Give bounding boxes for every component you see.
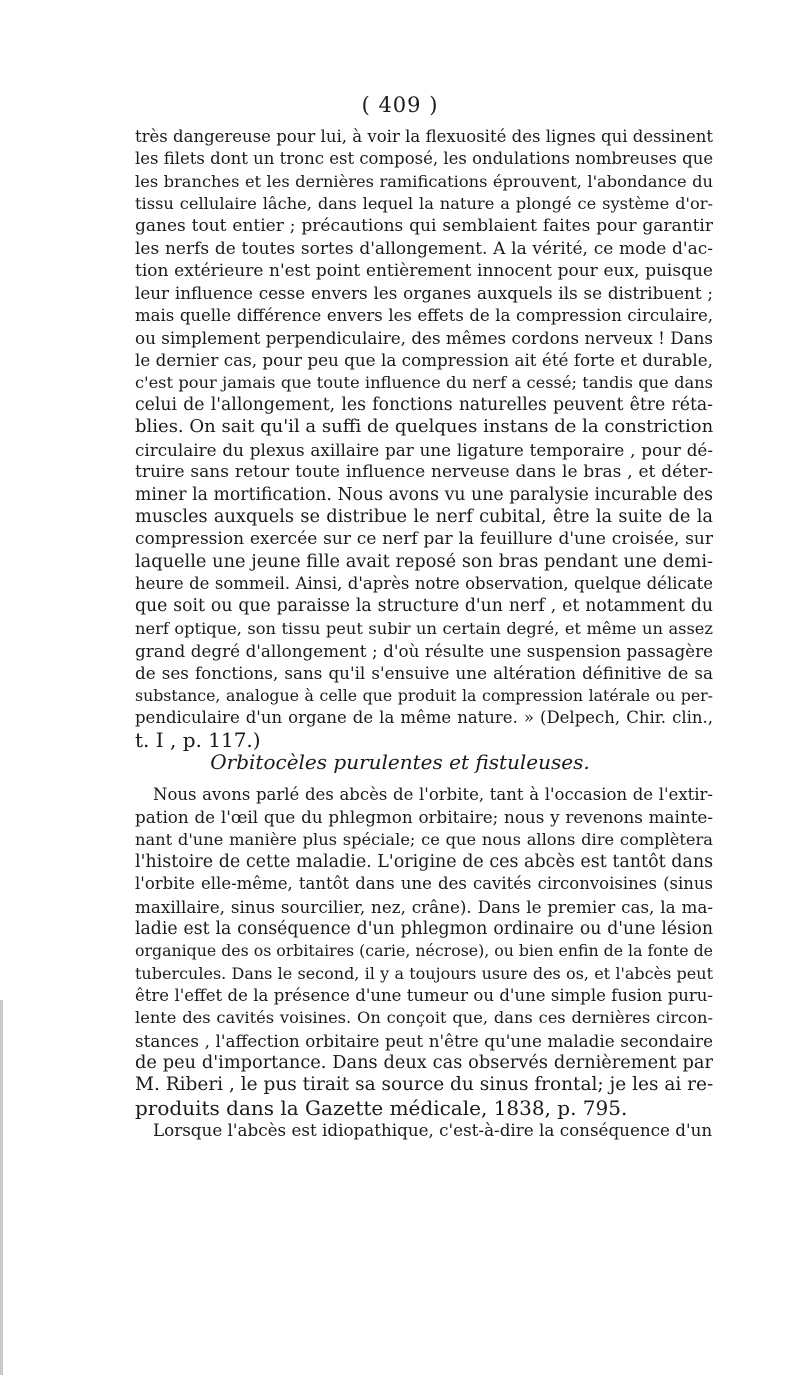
page-edge-shadow bbox=[0, 1000, 3, 1375]
text-line: de peu d'importance. Dans deux cas observés dernièrement par bbox=[135, 1053, 713, 1074]
paragraph-delpech-quote bbox=[135, 126, 713, 752]
text-line: miner la mortification. Nous avons vu une paralysie incurable des bbox=[135, 484, 713, 505]
text-line: le dernier cas, pour peu que la compression ait été forte et durable, bbox=[135, 350, 713, 371]
text-line: Nous avons parlé des abcès de l'orbite, tant à l'occasion de l'extir- bbox=[153, 785, 713, 804]
text-line: truire sans retour toute influence nerveuse dans le bras , et déter- bbox=[135, 462, 713, 483]
text-line: maxillaire, sinus sourcilier, nez, crâne). Dans le premier cas, la ma- bbox=[135, 896, 713, 917]
text-line: ladie est la conséquence d'un phlegmon ordinaire ou d'une lésion bbox=[135, 919, 713, 940]
text-line: lente des cavités voisines. On conçoit que, dans ces dernières circon- bbox=[135, 1008, 713, 1028]
text-line: très dangereuse pour lui, à voir la flexuosité des lignes qui dessinent bbox=[135, 127, 713, 146]
page-number: ( 409 ) bbox=[361, 93, 439, 117]
text-line: que soit ou que paraisse la structure d'un nerf , et notamment du bbox=[135, 596, 713, 617]
text-line: nant d'une manière plus spéciale; ce que nous allons dire complètera bbox=[135, 829, 713, 849]
text-line: leur influence cesse envers les organes auxquels ils se distribuent ; bbox=[135, 283, 713, 304]
text-line: les branches et les dernières ramifications éprouvent, l'abondance du bbox=[135, 171, 713, 191]
text-line: laquelle une jeune fille avait reposé son bras pendant une demi- bbox=[135, 551, 713, 572]
text-line: stances , l'affection orbitaire peut n'être qu'une maladie secondaire bbox=[135, 1030, 713, 1051]
text-line: pation de l'œil que du phlegmon orbitaire; nous y revenons mainte- bbox=[135, 807, 713, 828]
text-line: les filets dont un tronc est composé, les ondulations nombreuses que bbox=[135, 149, 714, 169]
text-line: grand degré d'allongement ; d'où résulte une suspension passagère bbox=[135, 640, 713, 661]
text-line: substance, analogue à celle que produit la compression latérale ou per- bbox=[135, 685, 713, 705]
text-line: être l'effet de la présence d'une tumeur ou d'une simple fusion puru- bbox=[135, 986, 713, 1006]
paragraph-orbitoceles bbox=[135, 784, 713, 1142]
text-line: celui de l'allongement, les fonctions naturelles peuvent être réta- bbox=[135, 395, 713, 416]
section-heading: Orbitocèles purulentes et fistuleuses. bbox=[210, 750, 590, 774]
text-line: pendiculaire d'un organe de la même nature. » (Delpech, Chir. clin., bbox=[135, 707, 713, 727]
text-line: de ses fonctions, sans qu'il s'ensuive une altération définitive de sa bbox=[135, 663, 713, 684]
text-line: blies. On sait qu'il a suffi de quelques instans de la constriction bbox=[135, 416, 714, 438]
text-line: M. Riberi , le pus tirait sa source du sinus frontal; je les ai re- bbox=[135, 1074, 714, 1096]
text-line: tubercules. Dans le second, il y a toujours usure des os, et l'abcès peut bbox=[135, 963, 713, 983]
text-line: nerf optique, son tissu peut subir un certain degré, et même un assez bbox=[135, 618, 713, 638]
text-line: tion extérieure n'est point entièrement innocent pour eux, puisque bbox=[135, 261, 713, 282]
text-line: organique des os orbitaires (carie, nécrose), ou bien enfin de la fonte de bbox=[135, 941, 713, 961]
text-line: c'est pour jamais que toute influence du nerf a cessé; tandis que dans bbox=[135, 372, 713, 392]
text-line: l'histoire de cette maladie. L'origine de ces abcès est tantôt dans bbox=[135, 852, 714, 873]
text-line: t. I , p. 117.) bbox=[135, 728, 261, 753]
text-line: muscles auxquels se distribue le nerf cubital, être la suite de la bbox=[135, 506, 713, 527]
text-line: Lorsque l'abcès est idiopathique, c'est-à-dire la conséquence d'un bbox=[153, 1120, 713, 1141]
text-line: tissu cellulaire lâche, dans lequel la nature a plongé ce système d'or- bbox=[135, 194, 713, 214]
text-line: mais quelle différence envers les effets de la compression circulaire, bbox=[135, 305, 713, 325]
text-line: l'orbite elle-même, tantôt dans une des cavités circonvoisines (sinus bbox=[135, 874, 713, 894]
text-line: ou simplement perpendiculaire, des mêmes cordons nerveux ! Dans bbox=[135, 328, 713, 349]
text-line: ganes tout entier ; précautions qui semblaient faites pour garantir bbox=[135, 216, 713, 237]
text-line: produits dans la Gazette médicale, 1838, p. 795. bbox=[135, 1095, 628, 1120]
text-line: circulaire du plexus axillaire par une ligature temporaire , pour dé- bbox=[135, 439, 713, 460]
text-line: les nerfs de toutes sortes d'allongement. A la vérité, ce mode d'ac- bbox=[135, 238, 713, 259]
text-line: compression exercée sur ce nerf par la feuillure d'une croisée, sur bbox=[135, 529, 713, 550]
text-line: heure de sommeil. Ainsi, d'après notre observation, quelque délicate bbox=[135, 573, 713, 593]
